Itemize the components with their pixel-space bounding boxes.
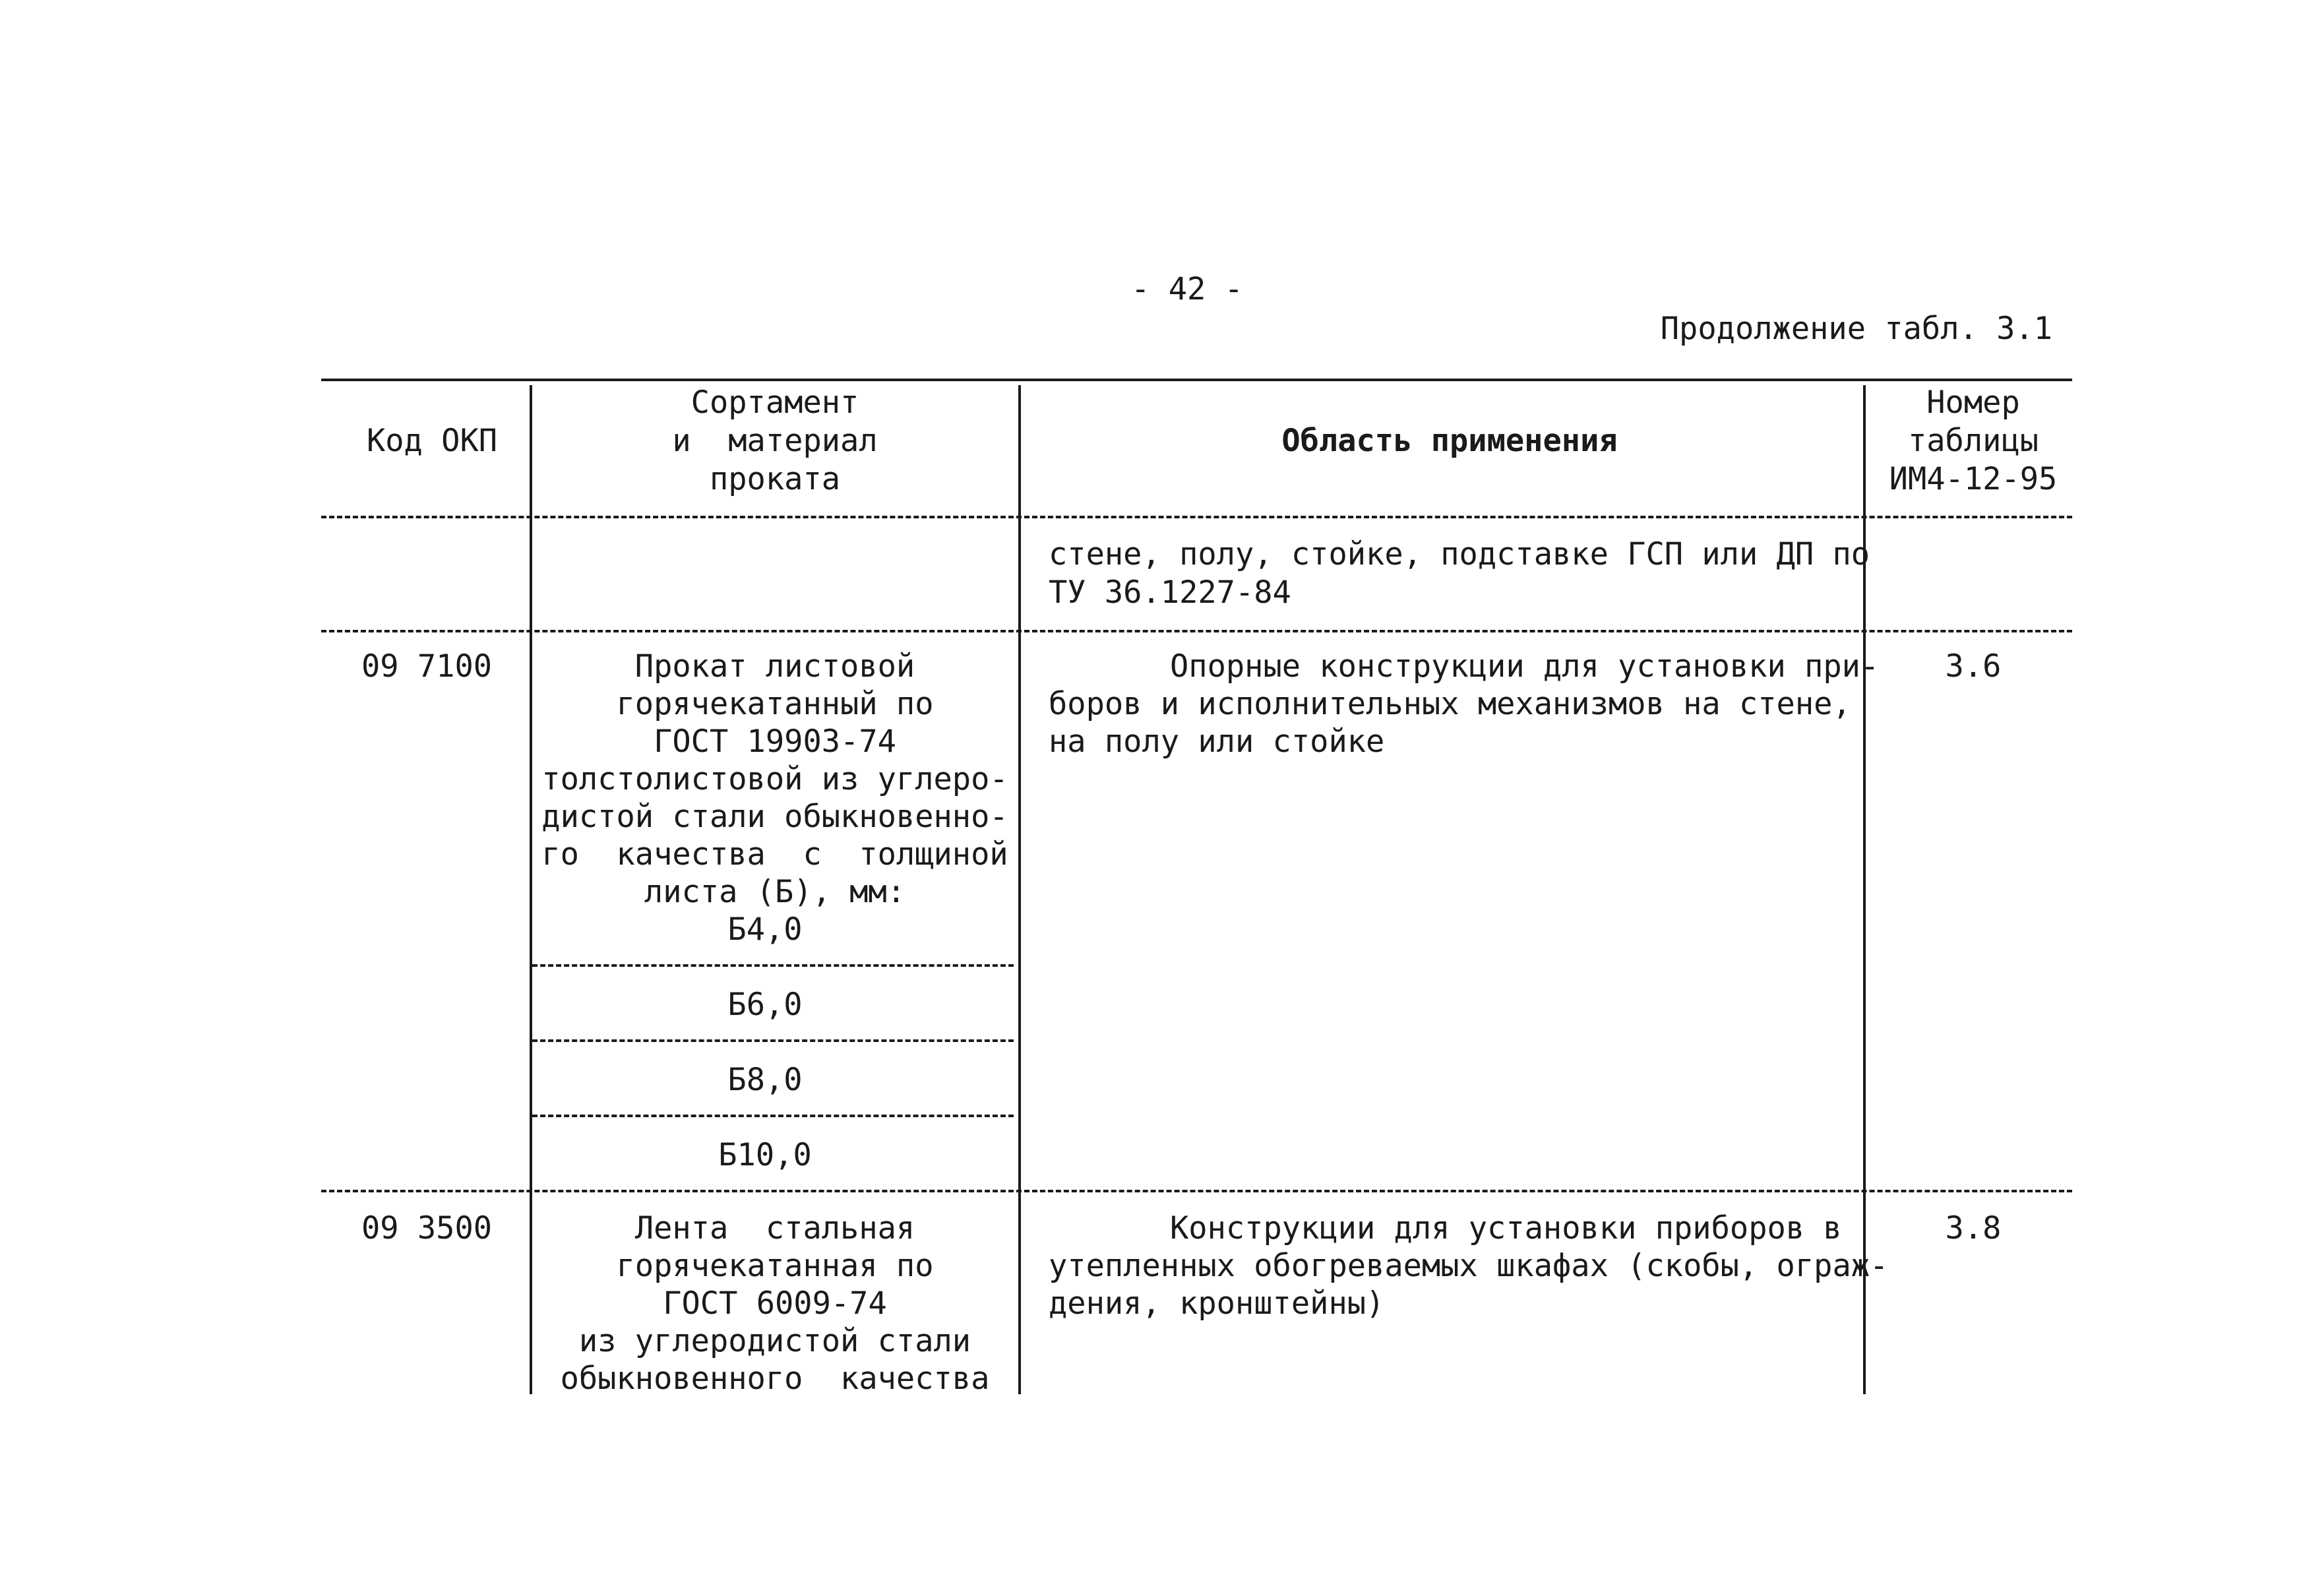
table-number: 3.6	[1945, 648, 2002, 685]
assortment-line: Лента стальная	[634, 1210, 915, 1246]
column-divider-1	[530, 385, 532, 1394]
assortment-line: ГОСТ 19903-74	[654, 723, 896, 760]
row-separator-1	[321, 630, 2072, 632]
thickness-value: Б6,0	[727, 987, 803, 1023]
sub-row-separator-1	[532, 964, 1014, 967]
header-table-number-line-3: ИМ4-12-95	[1889, 461, 2058, 497]
page-number: - 42 -	[1131, 271, 1243, 307]
assortment-line: обыкновенного качества	[560, 1361, 990, 1397]
assortment-line: дистой стали обыкновенно-	[541, 799, 1008, 835]
header-assortment-line-1: Сортамент	[690, 384, 859, 421]
table-number: 3.8	[1945, 1210, 2002, 1246]
application-line: стене, полу, стойке, подставке ГСП или ДП по	[1049, 536, 1870, 572]
header-table-number-line-1: Номер	[1926, 384, 2020, 421]
thickness-value: Б10,0	[718, 1137, 812, 1173]
header-application: Область применения	[1281, 423, 1618, 459]
assortment-line: ГОСТ 6009-74	[663, 1285, 887, 1322]
assortment-line: горячекатанная по	[616, 1248, 934, 1284]
assortment-line: Прокат листовой	[634, 648, 915, 685]
application-line: ТУ 36.1227-84	[1049, 574, 1291, 611]
header-assortment-line-2: и материал	[672, 423, 878, 459]
application-line: на полу или стойке	[1049, 723, 1385, 760]
assortment-line: листа (Б), мм:	[644, 874, 906, 910]
application-line: Опорные конструкции для установки при-	[1170, 648, 1880, 685]
column-divider-2	[1018, 385, 1021, 1394]
okp-code: 09 3500	[361, 1210, 493, 1246]
thickness-value: Б8,0	[727, 1062, 803, 1098]
header-code: Код ОКП	[366, 423, 498, 459]
thickness-value: Б4,0	[727, 911, 803, 948]
assortment-line: из углеродистой стали	[578, 1323, 971, 1359]
assortment-line: горячекатанный по	[616, 686, 934, 722]
row-separator-2	[321, 1190, 2072, 1192]
application-line: Конструкции для установки приборов в	[1170, 1210, 1842, 1246]
header-assortment-line-3: проката	[709, 461, 841, 497]
assortment-line: толстолистовой из углеро-	[541, 761, 1008, 797]
application-line: боров и исполнительных механизмов на стене,	[1049, 686, 1851, 722]
table-top-rule	[321, 379, 2072, 381]
application-line: дения, кронштейны)	[1049, 1285, 1385, 1322]
assortment-line: го качества с толщиной	[541, 836, 1008, 873]
application-line: утепленных обогреваемых шкафах (скобы, ограж-	[1049, 1248, 1889, 1284]
header-table-number-line-2: таблицы	[1907, 423, 2039, 459]
sub-row-separator-3	[532, 1115, 1014, 1117]
table-continuation-label: Продолжение табл. 3.1	[1660, 311, 2052, 347]
okp-code: 09 7100	[361, 648, 493, 685]
sub-row-separator-2	[532, 1039, 1014, 1042]
header-row-separator	[321, 516, 2072, 518]
